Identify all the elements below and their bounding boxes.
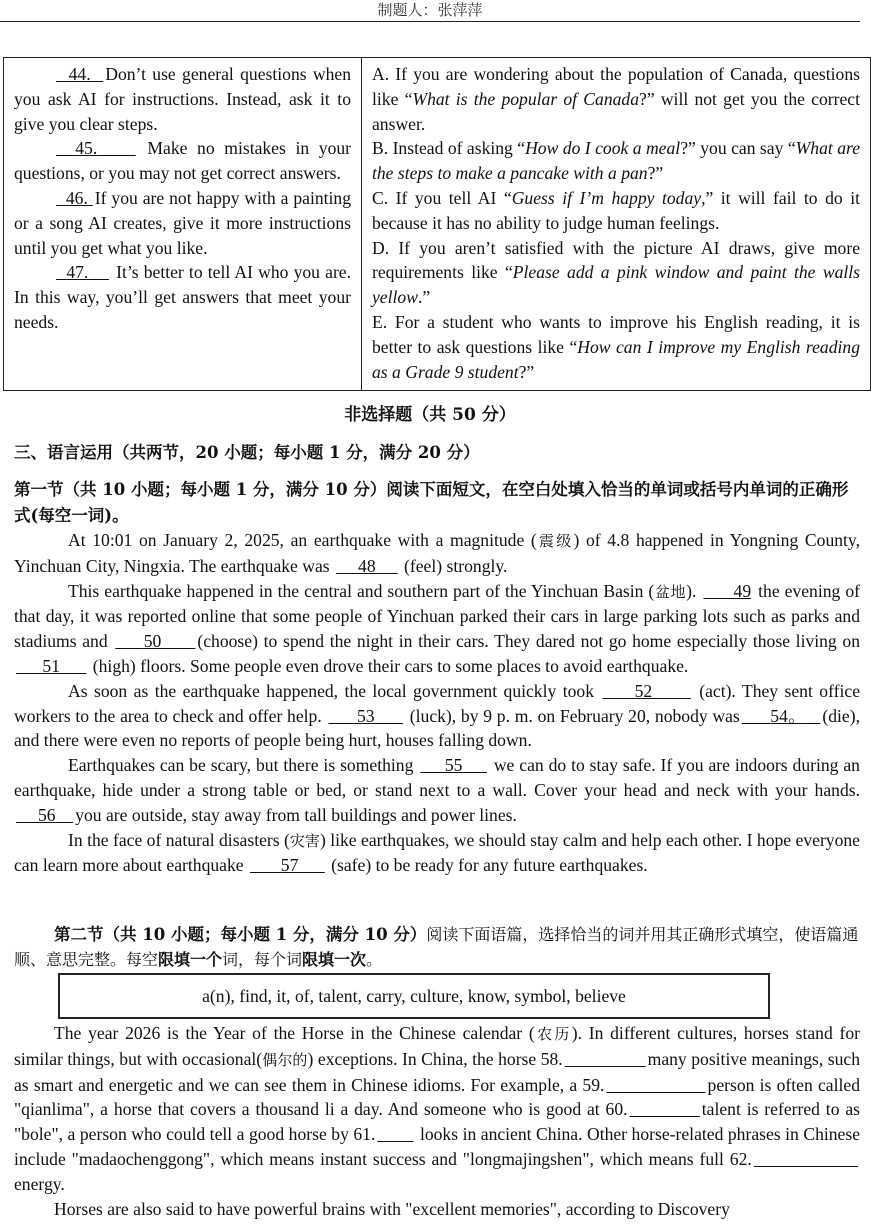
section1-heading: 第一节（共 10 小题；每小题 1 分，满分 10 分）阅读下面短文，在空白处填入恰当的单词或括号内单词的正确形式(每空一词)。 xyxy=(14,480,849,525)
option-c: C. If you tell AI “Guess if I’m happy today,” it will fail to do it because it has no ability to judge human feelings. xyxy=(372,187,860,233)
option-e: E. For a student who wants to improve his English reading, it is better to ask questions like “How can I improve my English reading as a Grade 9 student?” xyxy=(372,311,860,382)
statement-47: 47. It’s better to tell AI who you are. In this way, you’ll get answers that meet your needs. xyxy=(14,262,352,332)
blank-54: 54。 xyxy=(770,705,807,726)
header-maker: 制题人：张萍萍 xyxy=(377,1,483,19)
page-header xyxy=(0,0,860,20)
blank-61 xyxy=(375,1124,415,1144)
passage2-paragraph-1: The year 2026 is the Year of the Horse in the Chinese calendar (农历). In different cultures, horses stand for similar things, but with occasional(偶尔的) exceptions. In China, the horse 58. many positive meanings, such as smart and energetic and we can see them in Chinese idioms. For example, a 59. person is often called "qianlima", a horse that covers a thousand li a day. And someone who is good at 60. talent is referred to as "bole", a person who could tell a good horse by 61. looks in ancient China. Other horse-related phrases in Chinese include "madaochenggong", which means instant success and "longmajingshen", which means full 62. energy. xyxy=(14,1023,861,1194)
option-b: B. Instead of asking “How do I cook a meal?” you can say “What are the steps to make a pancake with a pan?” xyxy=(372,138,860,184)
matching-table xyxy=(3,57,871,391)
blank-57: 57 xyxy=(280,855,299,876)
passage1-paragraph-4: Earthquakes can be scary, but there is something 55 we can do to stay safe. If you are indoors during an earthquake, hide under a strong table or bed, or stand next to a wall. Cover your head and neck with your hands. 56 you are outside, stay away from tall buildings and power lines. xyxy=(14,755,860,825)
blank-55: 55 xyxy=(444,755,463,776)
blank-51: 51 xyxy=(42,655,60,676)
matching-left-column xyxy=(4,58,362,391)
blank-50: 50 xyxy=(143,631,162,652)
blank-49: 49 xyxy=(733,580,752,601)
option-a: A. If you are wondering about the population of Canada, questions like “What is the popular of Canada?” will not get you the correct answer. xyxy=(372,64,861,134)
header-rule xyxy=(0,21,860,22)
blank-62 xyxy=(752,1149,860,1169)
passage2-paragraph-2: Horses are also said to have powerful brains with "excellent memories", according to Discovery xyxy=(54,1198,730,1219)
passage1-paragraph-3: As soon as the earthquake happened, the local government quickly took 52 (act). They sent office workers to the area to check and offer help. 53 (luck), by 9 p. m. on February 20, nobody was 54。 (die), and there were even no reports of people being hurt, houses falling down. xyxy=(14,680,861,751)
statement-45: 45. Make no mistakes in your questions, or you may not get correct answers. xyxy=(14,138,352,184)
passage1-paragraph-5: In the face of natural disasters (灾害) like earthquakes, we should stay calm and help each other. I hope everyone can learn more about earthquake 57 (safe) to be ready for any future earthquakes. xyxy=(14,829,860,876)
blank-59 xyxy=(604,1075,707,1095)
statement-44: 44. Don’t use general questions when you ask AI for instructions. Instead, ask it to give you clear steps. xyxy=(14,64,352,134)
passage1-paragraph-2: This earthquake happened in the central and southern part of the Yinchuan Basin (盆地). 49 the evening of that day, it was reported online that some people of Yinchuan parked their cars in large parking lots such as parks and stadiums and 50 (choose) to spend the night in their cars. They dared not go home especially those living on 51 (high) floors. Some people even drove their cars to some places to avoid earthquake. xyxy=(14,580,861,676)
blank-52: 52 xyxy=(634,680,653,701)
section2-heading: 第二节（共 10 小题；每小题 1 分，满分 10 分）阅读下面语篇，选择恰当的词并用其正确形式填空，使语篇通顺、意思完整。每空限填一个词，每个词限填一次。 xyxy=(14,925,859,969)
blank-58 xyxy=(563,1049,648,1069)
blank-60 xyxy=(628,1099,702,1119)
passage1-paragraph-1: At 10:01 on January 2, 2025, an earthquake with a magnitude (震级) of 4.8 happened in Yongning County, Yinchuan City, Ningxia. The earthquake was 48 (feel) strongly. xyxy=(14,530,860,576)
passage-1 xyxy=(14,528,860,878)
blank-48: 48 xyxy=(358,555,376,576)
matching-right-column xyxy=(362,58,871,391)
passage-2 xyxy=(14,1021,860,1221)
blank-53: 53 xyxy=(356,705,375,726)
blank-56: 56 xyxy=(38,804,56,825)
statement-46: 46. If you are not happy with a painting or a song AI creates, give it more instructions until you get what you like. xyxy=(14,187,351,258)
section-title: 非选择题（共 50 分） xyxy=(344,405,516,425)
option-d: D. If you aren’t satisfied with the picture AI draws, give more requirements like “Please add a pink window and paint the walls yellow.” xyxy=(372,237,860,308)
part3-heading: 三、语言运用（共两节，20 小题；每小题 1 分，满分 20 分） xyxy=(14,443,480,462)
word-bank: a(n), find, it, of, talent, carry, culture, know, symbol, believe xyxy=(58,973,770,1019)
